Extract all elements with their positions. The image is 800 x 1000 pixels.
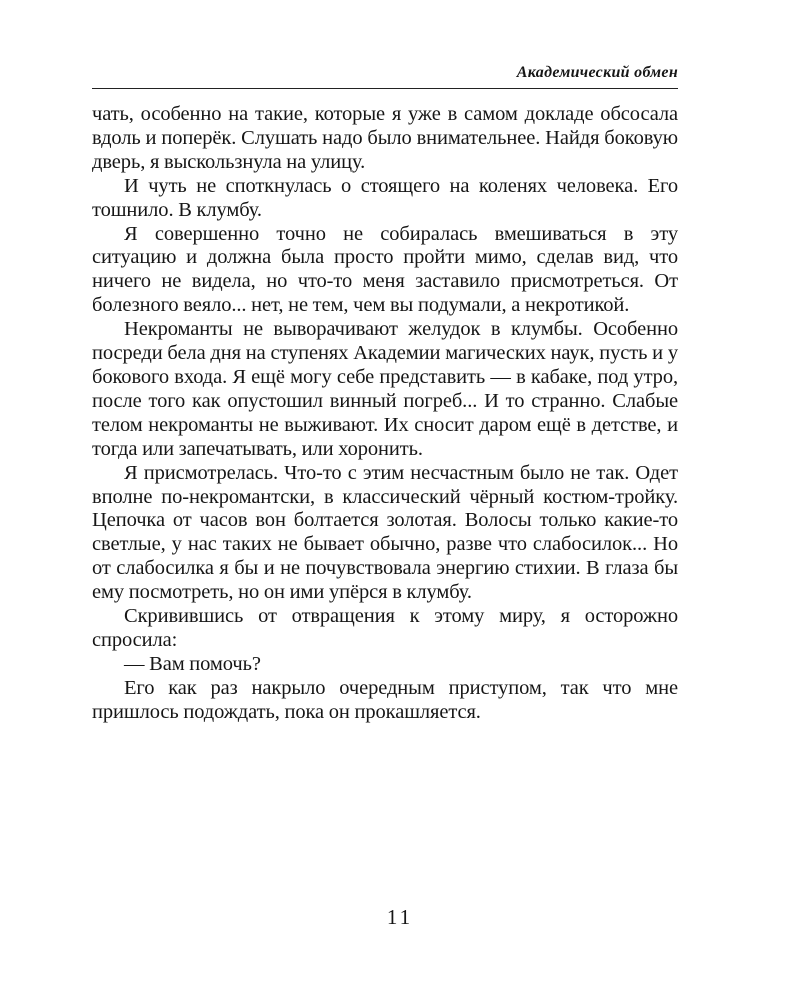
page-number: 11 (386, 905, 414, 929)
paragraph-7-dialogue: — Вам помочь? (124, 652, 261, 675)
body-text (92, 103, 678, 725)
paragraph-2: И чуть не споткнулась о стоящего на коленях человека. Его тошнило. В клумбу. (92, 174, 678, 221)
paragraph-8: Его как раз накрыло очередным приступом, так что мне пришлось подождать, пока он прокашляется. (92, 676, 678, 723)
running-header (92, 62, 678, 89)
paragraph-3: Я совершенно точно не собиралась вмешиваться в эту ситуацию и должна была просто пройти мимо, сделав вид, что ничего не видела, но что-то меня заставило присмотреться. От болезного веяло... нет, не тем, чем вы подумали, а некротикой. (92, 222, 678, 317)
paragraph-1: чать, особенно на такие, которые я уже в самом докладе обсосала вдоль и поперёк. Слушать надо было внимательнее. Найдя боковую дверь, я выскользнула на улицу. (92, 103, 678, 173)
paragraph-5: Я присмотрелась. Что-то с этим несчастным было не так. Одет вполне по-некромантски, в классический чёрный костюм-тройку. Цепочка от часов вон болтается золотая. Волосы только какие-то светлые, у нас таких не бывает обычно, разве что слабосилок... Но от слабосилка я бы и не почувствовала энергию стихии. В глаза бы ему посмотреть, но он ими упёрся в клумбу. (92, 461, 678, 604)
book-title: Академический обмен (516, 64, 678, 81)
paragraph-4: Некроманты не выворачивают желудок в клумбы. Особенно посреди бела дня на ступенях Академии магических наук, пусть и у бокового входа. Я ещё могу себе представить — в кабаке, под утро, после того как опустошил винный погреб... И то странно. Слабые телом некроманты не выживают. Их сносит даром ещё в детстве, и тогда или запечатывать, или хоронить. (92, 318, 678, 460)
paragraph-6: Скривившись от отвращения к этому миру, я осторожно спросила: (92, 605, 678, 651)
